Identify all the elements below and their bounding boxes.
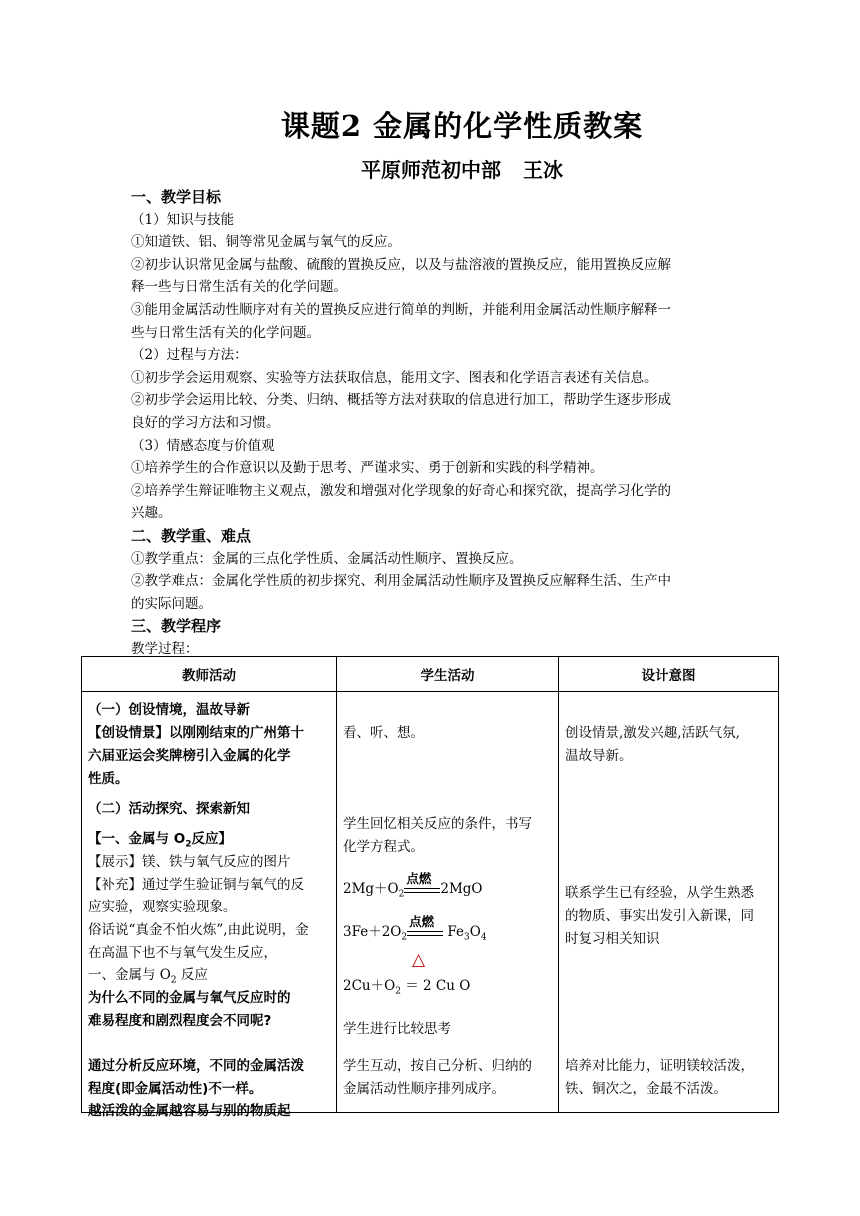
teacher-line: 程度(即金属活动性)不一样。 (88, 1081, 263, 1097)
student-line: 学生回忆相关反应的条件，书写 (343, 816, 532, 832)
paragraph-line: 些与日常生活有关的化学问题。 (131, 324, 320, 341)
paragraph-line: ①知道铁、铝、铜等常见金属与氧气的反应。 (131, 234, 401, 251)
equation-fe: $3Fe+2O_2$ 点燃 $Fe_3O_4$ (343, 913, 487, 943)
author-name: 王冰 (523, 158, 563, 182)
paragraph-line: ②培养学生辩证唯物主义观点，激发和增强对化学现象的好奇心和探究欲，提高学习化学的 (131, 482, 671, 499)
paragraph-line: 兴趣。 (131, 505, 172, 522)
teacher-line: （二）活动探究、探索新知 (88, 801, 250, 817)
paragraph-line: ①初步学会运用观察、实验等方法获取信息，能用文字、图表和化学语言表述有关信息。 (131, 369, 658, 386)
paragraph-line: 良好的学习方法和习惯。 (131, 414, 280, 431)
teacher-line: 在高温下也不与氧气发生反应， (88, 945, 277, 961)
teacher-line: 应实验，观察实验现象。 (88, 899, 237, 915)
paragraph-line: 释一些与日常生活有关的化学问题。 (131, 279, 347, 296)
page-title: 课题2 金属的化学性质教案 (280, 109, 644, 143)
school-name: 平原师范初中部 (361, 158, 501, 182)
paragraph-line: 的实际问题。 (131, 595, 212, 612)
paragraph-line: ①教学重点：金属的三点化学性质、金属活动性顺序、置换反应。 (131, 550, 523, 567)
teacher-activity-cell (82, 692, 337, 1119)
section-heading: 一、教学目标 (131, 188, 222, 206)
teacher-line: （一）创设情境，温故导新 (88, 702, 250, 718)
section-heading: 二、教学重、难点 (131, 526, 252, 545)
table-row (82, 692, 779, 1113)
teacher-line: 俗话说“真金不怕火炼”,由此说明，金 (88, 922, 309, 938)
student-line: 看、听、想。 (343, 725, 424, 741)
teacher-line: 通过分析反应环境，不同的金属活泼 (88, 1058, 304, 1074)
student-line: 学生进行比较思考 (343, 1021, 451, 1037)
teacher-line: 【展示】镁、铁与氧气反应的图片 (88, 854, 291, 870)
paragraph-line: 教学过程： (131, 640, 199, 657)
teacher-line: 为什么不同的金属与氧气反应时的 (88, 990, 291, 1006)
paragraph-line: ③能用金属活动性顺序对有关的置换反应进行简单的判断，并能利用金属活动性顺序解释一 (131, 301, 671, 318)
intent-line: 时复习相关知识 (565, 931, 660, 947)
subsection-heading: （1）知识与技能 (131, 211, 235, 228)
teacher-line: 越活泼的金属越容易与别的物质起 (88, 1103, 291, 1119)
header-design-intent: 设计意图 (559, 657, 779, 692)
section-heading: 三、教学程序 (131, 617, 222, 636)
teacher-line: 【一、金属与 $O_2$反应】 (88, 831, 232, 850)
equation-mg: $2Mg+O_2$ 点燃 2MgO (343, 870, 483, 900)
equation-cu: $2Cu+O_2 = 2$ Cu O (343, 978, 471, 997)
reaction-arrow: 点燃 (404, 883, 440, 897)
paragraph-line: ①培养学生的合作意识以及勤于思考、严谨求实、勇于创新和实践的科学精神。 (131, 460, 604, 477)
heat-triangle-icon: △ (412, 950, 426, 970)
teacher-line: 一、金属与 $O_2$ 反应 (88, 967, 208, 986)
teacher-line: 性质。 (88, 771, 129, 787)
design-intent-cell (559, 692, 779, 1113)
table-header-row (82, 657, 779, 692)
intent-line: 培养对比能力，证明镁较活泼， (565, 1058, 754, 1074)
header-student-activity: 学生活动 (337, 657, 559, 692)
intent-line: 铁、铜次之，金最不活泼。 (565, 1081, 727, 1097)
intent-line: 温故导新。 (565, 748, 633, 764)
teacher-line: 六届亚运会奖牌榜引入金属的化学 (88, 748, 291, 764)
subsection-heading: （3）情感态度与价值观 (131, 437, 275, 454)
student-line: 金属活动性顺序排列成序。 (343, 1081, 505, 1097)
paragraph-line: ②教学难点：金属化学性质的初步探究、利用金属活动性顺序及置换反应解释生活、生产中 (131, 573, 671, 590)
paragraph-line: ②初步认识常见金属与盐酸、硫酸的置换反应，以及与盐溶液的置换反应，能用置换反应解 (131, 256, 671, 273)
reaction-arrow: 点燃 (407, 926, 443, 940)
teacher-line: 难易程度和剧烈程度会不同呢? (88, 1013, 272, 1029)
header-teacher-activity: 教师活动 (82, 657, 337, 692)
teacher-line: 【创设情景】以刚刚结束的广州第十 (88, 725, 304, 741)
lesson-table (81, 656, 779, 1119)
paragraph-line: ②初步学会运用比较、分类、归纳、概括等方法对获取的信息进行加工，帮助学生逐步形成 (131, 392, 671, 409)
intent-line: 联系学生已有经验，从学生熟悉 (565, 885, 754, 901)
subsection-heading: （2）过程与方法： (131, 347, 248, 364)
student-line: 学生互动，按自己分析、归纳的 (343, 1058, 532, 1074)
page-subtitle (0, 154, 860, 183)
student-activity-cell (337, 692, 559, 1113)
document-body (131, 186, 736, 660)
teacher-line: 【补充】通过学生验证铜与氧气的反 (88, 877, 304, 893)
intent-line: 创设情景,激发兴趣,活跃气氛, (565, 725, 740, 741)
intent-line: 的物质、事实出发引入新课，同 (565, 908, 754, 924)
student-line: 化学方程式。 (343, 839, 424, 855)
